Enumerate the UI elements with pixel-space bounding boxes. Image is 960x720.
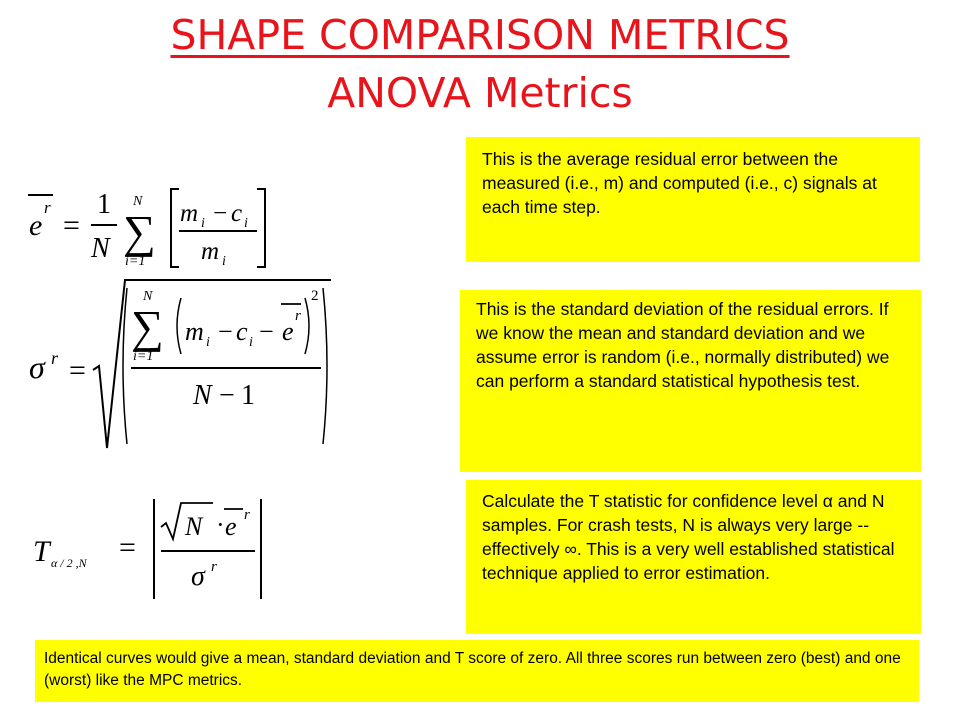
t-statistic-note: Calculate the T statistic for confidence level α and N samples. For crash tests, N is always very large -- effectively ∞. This is a very well established statistical technique applied to error estimation. [466, 480, 921, 634]
denominator-sub-i: i [222, 254, 226, 269]
equals-sign: = [119, 531, 136, 564]
right-bracket [257, 189, 265, 267]
fraction-numerator: 1 [97, 189, 111, 220]
term-e-sup-r: r [295, 308, 301, 324]
sum-symbol: ∑ [131, 301, 164, 352]
lhs-superscript: r [44, 198, 51, 217]
numerator-minus: − [213, 200, 228, 227]
mean-error-note: This is the average residual error between the measured (i.e., m) and computed (i.e., c) signals at each time step. [466, 137, 920, 262]
term-c-sub-i: i [249, 335, 253, 350]
sqrt-N: N [185, 512, 203, 541]
denominator-minus: − [219, 380, 235, 411]
term-m-sub-i: i [206, 335, 210, 350]
mean-error-equation [25, 185, 285, 275]
denominator-m: m [201, 238, 220, 265]
lhs-variable: e [29, 209, 43, 242]
sum-upper-limit: N [143, 289, 153, 304]
title-block [0, 6, 960, 122]
t-statistic-equation [25, 495, 275, 605]
sum-upper-limit: N [133, 194, 143, 209]
page-title: SHAPE COMPARISON METRICS [170, 11, 790, 59]
numerator-sub-i: i [201, 216, 205, 231]
inner-left-paren [177, 298, 181, 354]
numerator-c: c [231, 200, 243, 227]
sum-lower-limit: i=1 [125, 254, 146, 269]
lhs-sigma: σ [29, 349, 45, 385]
denominator-one: 1 [241, 380, 255, 411]
summary-note: Identical curves would give a mean, standard deviation and T score of zero. All three scores run between zero (best) and one (worst) like the MPC metrics. [35, 640, 919, 702]
radical-sign [93, 280, 331, 448]
inner-right-paren [305, 298, 309, 354]
std-dev-note: This is the standard deviation of the residual errors. If we know the mean and standard deviation and we assume error is random (i.e., normally distributed) we can perform a standard statistical hypothesis test. [460, 290, 921, 472]
T-symbol: T [33, 535, 50, 568]
e-sup-r: r [244, 507, 250, 523]
term-c: c [236, 317, 248, 346]
equals-sign: = [63, 209, 80, 242]
exponent-2: 2 [311, 288, 319, 304]
fraction-denominator: N [91, 233, 110, 264]
numerator-c-sub-i: i [244, 216, 248, 231]
sum-lower-limit: i=1 [133, 349, 154, 364]
T-subscript: α / 2 ,N [51, 556, 87, 570]
outer-right-paren [323, 288, 327, 444]
left-bracket [171, 189, 179, 267]
numerator-m: m [180, 200, 199, 227]
denominator-N: N [193, 380, 212, 411]
equals-sign: = [69, 354, 86, 387]
e-symbol: e [225, 512, 237, 541]
sigma-symbol: σ [191, 561, 205, 592]
lhs-superscript: r [51, 348, 59, 368]
dot-operator: · [216, 510, 225, 539]
std-dev-equation [25, 278, 345, 458]
outer-left-paren [123, 288, 127, 444]
term-m: m [185, 317, 204, 346]
sum-symbol: ∑ [123, 206, 156, 257]
sigma-sup-r: r [211, 559, 217, 575]
term-minus-1: − [218, 317, 233, 346]
term-minus-2: − [259, 317, 274, 346]
page-subtitle: ANOVA Metrics [327, 69, 633, 117]
term-e: e [282, 317, 294, 346]
